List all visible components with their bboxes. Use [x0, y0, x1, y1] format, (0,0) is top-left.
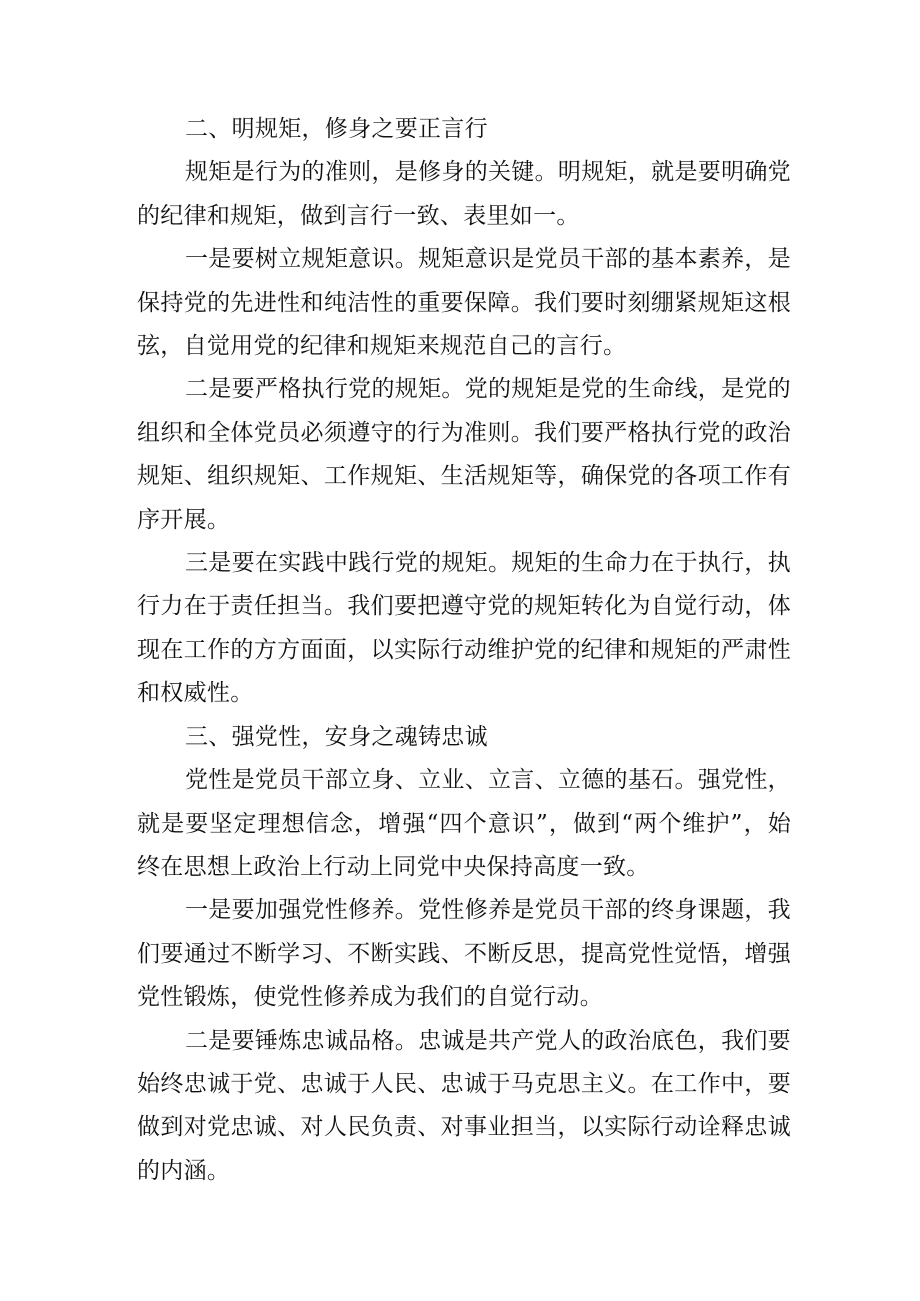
paragraph: 二是要严格执行党的规矩。党的规矩是党的生命线，是党的组织和全体党员必须遵守的行为准则。我们要严格执行党的政治规矩、组织规矩、工作规矩、生活规矩等，确保党的各项工作有序开展。	[137, 376, 791, 533]
section-heading-3: 三、强党性，安身之魂铸忠诚	[185, 723, 488, 750]
paragraph: 党性是党员干部立身、立业、立言、立德的基石。强党性，就是要坚定理想信念，增强“四个意识”，做到“两个维护”，始终在思想上政治上行动上同党中央保持高度一致。	[137, 767, 791, 880]
section-heading-2: 二、明规矩，修身之要正言行	[185, 116, 488, 142]
paragraph: 一是要树立规矩意识。规矩意识是党员干部的基本素养，是保持党的先进性和纯洁性的重要保障。我们要时刻绷紧规矩这根弦，自觉用党的纪律和规矩来规范自己的言行。	[137, 246, 791, 360]
document-body	[137, 108, 791, 1193]
paragraph: 一是要加强党性修养。党性修养是党员干部的终身课题，我们要通过不断学习、不断实践、不断反思，提高党性觉悟，增强党性锻炼，使党性修养成为我们的自觉行动。	[137, 897, 791, 1011]
paragraph: 三是要在实践中践行党的规矩。规矩的生命力在于执行，执行力在于责任担当。我们要把遵守党的规矩转化为自觉行动，体现在工作的方方面面，以实际行动维护党的纪律和规矩的严肃性和权威性。	[137, 550, 791, 707]
paragraph: 二是要锤炼忠诚品格。忠诚是共产党人的政治底色，我们要始终忠诚于党、忠诚于人民、忠诚于马克思主义。在工作中，要做到对党忠诚、对人民负责、对事业担当，以实际行动诠释忠诚的内涵。	[137, 1027, 791, 1184]
paragraph: 规矩是行为的准则，是修身的关键。明规矩，就是要明确党的纪律和规矩，做到言行一致、表里如一。	[137, 159, 791, 229]
